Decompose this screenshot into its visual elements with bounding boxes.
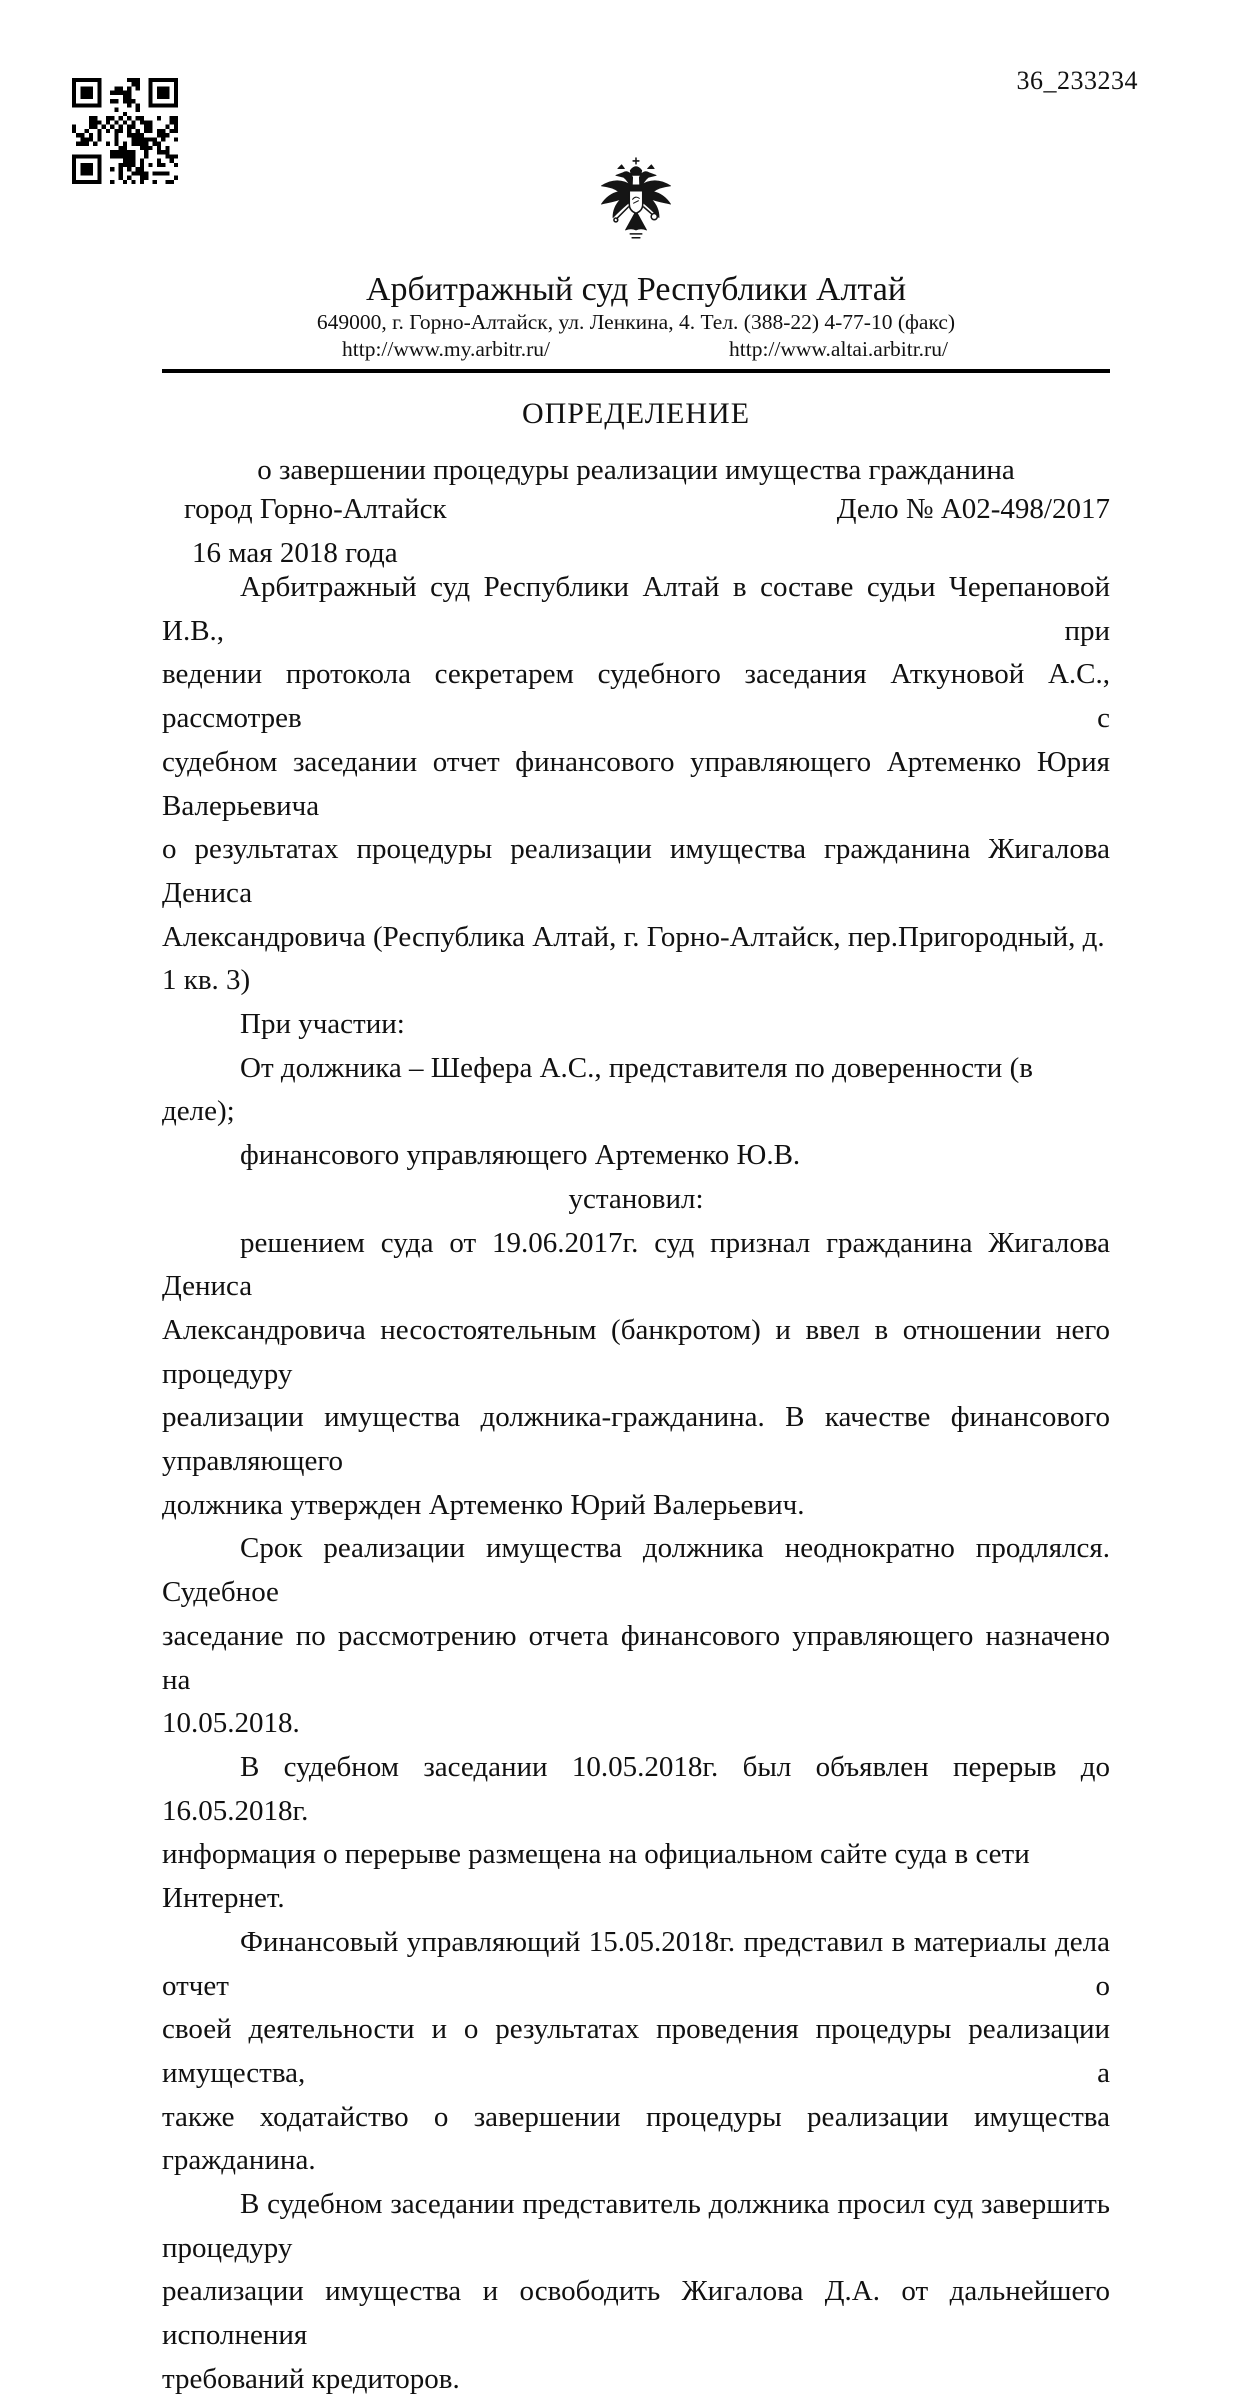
court-urls-row [162,336,1110,364]
body-line: реализации имущества должника-гражданина. В качестве финансового управляющего [162,1401,1110,1478]
body-line: о результатах процедуры реализации имущества гражданина Жигалова Дениса [162,833,1110,909]
body-line: Финансовый управляющий 15.05.2018г. представил в материалы дела отчет о [162,1925,1110,2002]
court-url-altai-arbitr: http://www.altai.arbitr.ru/ [729,337,948,361]
double-headed-eagle-icon [588,156,684,258]
body-line: реализации имущества и освободить Жигалова Д.А. от дальнейшего исполнения [162,2275,1110,2352]
body-line: Александровича (Республика Алтай, г. Горно-Алтайск, пер.Пригородный, д. 1 кв. 3) [162,920,1105,997]
header-divider-rule [162,369,1110,373]
body-line: требований кредиторов. [162,2362,460,2395]
body-line: ведении протокола секретарем судебного заседания Аткуновой А.С., рассмотрев с [162,658,1110,735]
qr-code-canvas [72,78,178,184]
document-subtitle: о завершении процедуры реализации имущества гражданина [257,454,1015,486]
body-line: заседание по рассмотрению отчета финансового управляющего назначено на [162,1619,1110,1696]
body-line: информация о перерыве размещена на официальном сайте суда в сети Интернет. [162,1838,1030,1915]
body-line: решением суда от 19.06.2017г. суд признал гражданина Жигалова Дениса [162,1226,1110,1303]
body-line: От должника – Шефера А.С., представителя по доверенности (в деле); [162,1051,1033,1128]
document-number: 36_233234 [1016,66,1138,95]
case-number: Дело № А02-498/2017 [836,493,1110,525]
body-line: При участии: [240,1008,405,1041]
body-line: должника утвержден Артеменко Юрий Валерьевич. [162,1488,805,1521]
body-line: В судебном заседании представитель должника просил суд завершить процедуру [162,2188,1110,2264]
document-date: 16 мая 2018 года [192,537,398,569]
body-line: Александровича несостоятельным (банкротом) и ввел в отношении него процедуру [162,1313,1110,1390]
document-body [162,566,1110,2402]
body-line: Срок реализации имущества должника неоднократно продлялся. Судебное [162,1532,1110,1609]
body-line: судебном заседании отчет финансового управляющего Артеменко Юрия Валерьевича [162,745,1110,822]
body-line: также ходатайство о завершении процедуры реализации имущества гражданина. [162,2100,1110,2177]
qr-code-icon [72,78,178,184]
body-line: 10.05.2018. [162,1707,300,1740]
coat-of-arms-icon [588,156,684,258]
body-line: В судебном заседании 10.05.2018г. был объявлен перерыв до 16.05.2018г. [162,1750,1110,1827]
city-label: город Горно-Алтайск [184,493,447,525]
court-url-my-arbitr: http://www.my.arbitr.ru/ [342,337,551,361]
document-heading: ОПРЕДЕЛЕНИЕ [521,397,751,430]
resolution-word-line: установил: [568,1182,704,1215]
court-address: 649000, г. Горно-Алтайск, ул. Ленкина, 4. Тел. (388-22) 4-77-10 (факс) [316,310,956,334]
court-name-title: Арбитражный суд Республики Алтай [365,271,907,308]
body-line: своей деятельности и о результатах проведения процедуры реализации имущества, а [162,2013,1110,2089]
body-line: финансового управляющего Артеменко Ю.В. [240,1139,801,1172]
body-line: Арбитражный суд Республики Алтай в составе судьи Черепановой И.В., при [162,571,1110,647]
